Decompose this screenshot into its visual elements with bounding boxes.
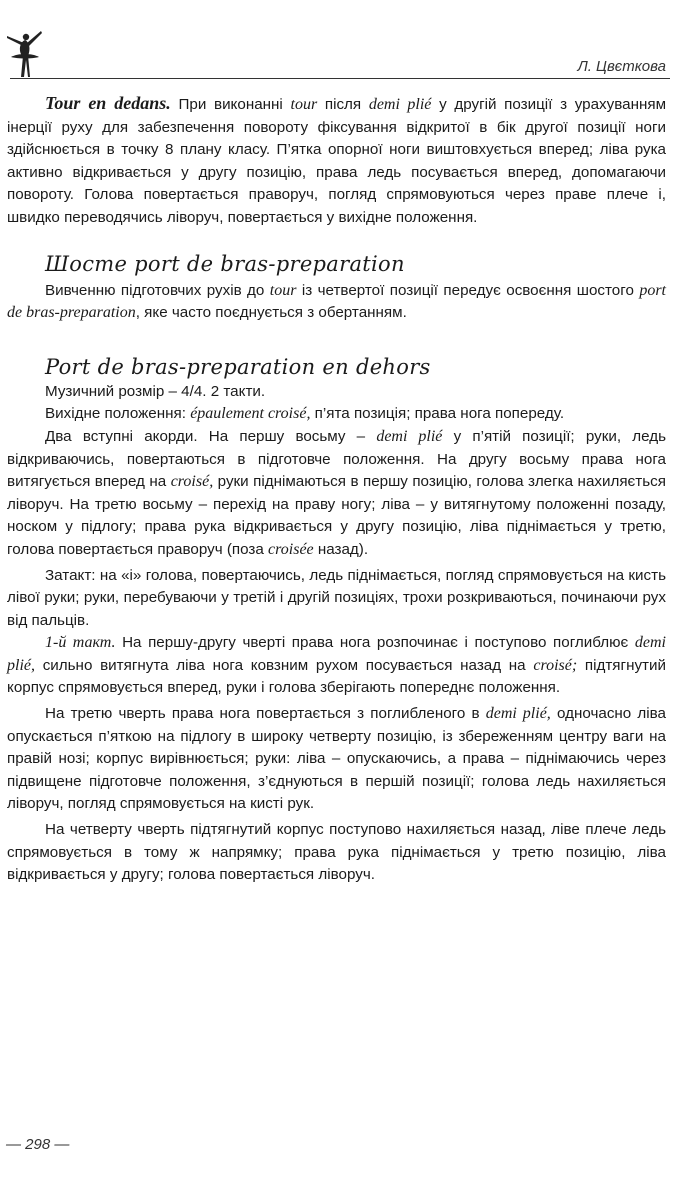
intro-chords-paragraph: Два вступні акорди. На першу восьму – demi plié у п’ятій позиції; руки, ледь відкриваючись, повертаються в підготовче положення. На другу восьму права нога витягується вперед на croisé, руки піднімаються в першу позицію, голова злегка нахиляється ліворуч. На третю восьму – перехід на праву ногу; ліва – у витягнутому положенні позаду, носком у підлогу; права рука відкривається у другу позицію, ліва піднімається у третю, голова повертається праворуч (поза croisée назад). [7,427,666,558]
fourth-quarter-paragraph: На четверту чверть підтягнутий корпус поступово нахиляється назад, ліве плече ледь спрямовується в тому ж напрямку; права рука піднімається у третю позицію, ліва відкривається у другу; голова повертається ліворуч. [7,821,666,884]
body-paragraph: Вивченню підготовчих рухів до tour із четвертої позиції передує освоєння шостого port de bras-preparation, яке часто поєднується з обертанням. [7,281,666,322]
section-title: Tour en dedans. [45,93,171,113]
header-rule [10,78,670,79]
third-quarter-paragraph: На третю чверть права нога повертається з поглибленого в demi plié, одночасно ліва опускається п’яткою на підлогу в широку четверту позицію, із збереженням центру ваги на правій нозі; корпус вирівнюється; руки: ліва – опускаючись, а права – піднімаючись через підвищене підготовче положення, з’єднуються в першій позиції; голова ледь нахиляється ліворуч, погляд спрямовується на кисті рук. [7,705,667,813]
zatakt-paragraph: Затакт: на «і» голова, повертаючись, ледь піднімається, погляд спрямовується на кисть лівої руки; руки, перебуваючи у третій і другій позиціях, трохи розкриваються, починаючи рух від пальців. [7,566,666,629]
starting-position-paragraph: Вихідне положення: épaulement croisé, п’ята позиція; права нога попереду. [45,405,565,423]
tour-en-dedans-paragraph: Tour en dedans. При виконанні tour після demi plié у другій позиції з урахуванням інерції руху для забезпечення повороту фіксування відкритої в бік другої позиції ноги здійснюється в точку 8 плану класу. П’ятка опорної ноги виштовхується вперед; ліва рука активно відкривається у другу позицію, права ледь посувається вперед, допомагаючи повороту. Голова повертається праворуч, погляд спрямовуються через праве плече і, швидко переводячись ліворуч, повертається у вихідне положення. [7,93,667,226]
page-body [7,92,666,887]
first-tact-paragraph: 1-й такт. На першу-другу чверті права нога розпочинає і поступово поглиблює demi plié, сильно витягнута ліва нога ковзним рухом посувається назад на croisé; підтягнутий корпус спрямовується вперед, руки і голова зберігають попереднє положення. [7,634,666,697]
section-heading-en-dehors: Port de bras-preparation en dehors [45,354,431,379]
page-number: — 298 — [6,1136,70,1153]
section-heading-sixth-port-de-bras: Шосте port de bras-preparation [45,251,405,276]
meter-line: Музичний розмір – 4/4. 2 такти. [45,382,266,400]
ballerina-icon [4,28,44,80]
page-header [0,0,684,80]
running-header-author: Л. Цвєткова [577,58,666,75]
